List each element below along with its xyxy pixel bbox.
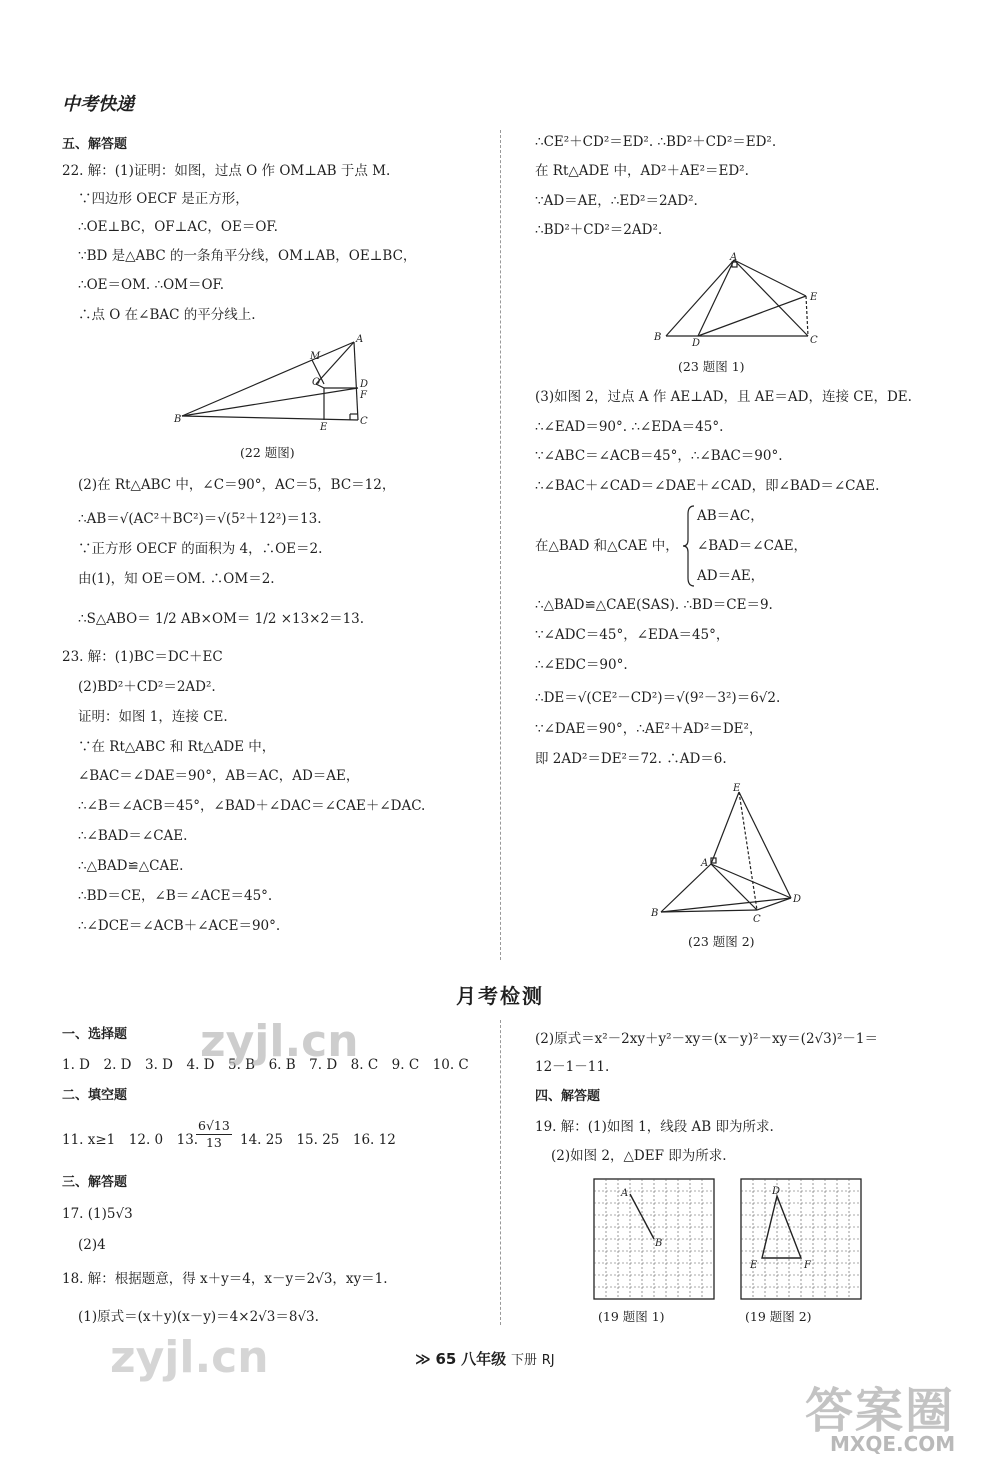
text-line: ∴∠EDC＝90°. — [535, 657, 628, 673]
figure-23-2 — [645, 780, 815, 930]
svg-text:O: O — [312, 377, 321, 388]
figure-22-caption: (22 题图) — [240, 445, 295, 460]
fraction — [196, 1118, 232, 1151]
text-line: ∴∠BAC＋∠CAD＝∠DAE＋∠CAD，即∠BAD＝∠CAE. — [535, 478, 880, 494]
text-line: ∴OE⊥BC，OF⊥AC，OE＝OF. — [78, 219, 278, 235]
svg-text:B: B — [655, 1238, 663, 1249]
figure-23-2-caption: (23 题图 2) — [688, 934, 755, 949]
svg-text:A: A — [356, 334, 364, 345]
text-line: ∴S△ABO＝ 1/2 AB×OM＝ 1/2 ×13×2＝13. — [78, 611, 365, 627]
text-line: ∴△BAD≌△CAE(SAS). ∴BD＝CE＝9. — [535, 597, 773, 613]
heading-multiple-choice: 一、选择题 — [62, 1027, 128, 1042]
figure-23-1-caption: (23 题图 1) — [678, 359, 745, 374]
text-line: ∴AB＝√(AC²＋BC²)＝√(5²＋12²)＝13. — [78, 511, 322, 527]
grade-label: 八年级 — [461, 1350, 507, 1368]
text-line: 在 Rt△ADE 中，AD²＋AE²＝ED². — [535, 163, 749, 179]
figure-19-2-caption: (19 题图 2) — [745, 1309, 812, 1324]
fraction-denominator: 13 — [205, 1135, 222, 1150]
text-line: 19. 解：(1)如图 1，线段 AB 即为所求. — [535, 1119, 774, 1135]
watermark-corner-url: MXQE.COM — [830, 1432, 956, 1456]
svg-text:A: A — [730, 252, 738, 263]
svg-text:B: B — [651, 908, 659, 919]
brace-prefix: 在△BAD 和△CAE 中， — [535, 538, 679, 554]
brace-line: ∠BAD＝∠CAE， — [697, 538, 808, 554]
text-line: 证明：如图 1，连接 CE. — [78, 709, 228, 725]
svg-text:C: C — [810, 335, 818, 346]
volume-label: 下册 — [510, 1353, 537, 1368]
svg-text:E: E — [733, 783, 741, 794]
text-line: ∴BD＝CE，∠B＝∠ACE＝45°. — [78, 888, 273, 904]
text-line: ∴CE²＋CD²＝ED². ∴BD²＋CD²＝ED². — [535, 134, 777, 150]
mc-answers: 1. D 2. D 3. D 4. D 5. B 6. B 7. D 8. C 9. C 10. C — [62, 1057, 469, 1073]
watermark-bottom: zyjl.cn — [110, 1332, 269, 1383]
text-line: ∵∠DAE＝90°，∴AE²＋AD²＝DE²， — [535, 721, 763, 737]
edition-label: RJ — [541, 1353, 555, 1368]
text-line: ∴△BAD≌△CAE. — [78, 858, 184, 874]
column-divider — [500, 130, 501, 960]
text-line: ∵BD 是△ABC 的一条角平分线，OM⊥AB，OE⊥BC， — [78, 248, 417, 264]
text-line: (2)4 — [78, 1237, 106, 1253]
text-line: (2)原式＝x²－2xy＋y²－xy＝(x－y)²－xy＝(2√3)²－1＝ — [535, 1031, 878, 1047]
svg-text:E: E — [750, 1260, 758, 1271]
fill-answers-a: 11. x≥1 12. 0 13. — [62, 1132, 199, 1148]
heading-answer-questions: 五、解答题 — [62, 137, 128, 152]
figure-22 — [170, 332, 380, 432]
svg-text:E: E — [810, 292, 818, 303]
svg-text:D: D — [793, 894, 802, 905]
svg-text:F: F — [360, 390, 367, 401]
page-number: 65 — [435, 1350, 457, 1368]
watermark-top: zyjl.cn — [200, 1016, 359, 1067]
svg-text:A: A — [701, 858, 709, 869]
fraction-numerator: 6√13 — [198, 1118, 230, 1133]
figure-23-1 — [648, 250, 828, 350]
text-line: 23. 解：(1)BC＝DC＋EC — [62, 649, 223, 665]
svg-text:C: C — [360, 416, 368, 427]
heading-solutions: 三、解答题 — [62, 1175, 128, 1190]
text-line: (3)如图 2，过点 A 作 AE⊥AD，且 AE＝AD，连接 CE，DE. — [535, 389, 912, 405]
svg-text:M: M — [310, 351, 321, 362]
text-line: ∴∠BAD＝∠CAE. — [78, 828, 188, 844]
fill-answers-b: 14. 25 15. 25 16. 12 — [240, 1132, 396, 1148]
heading-fill-blank: 二、填空题 — [62, 1088, 128, 1103]
text-line: ∴DE＝√(CE²－CD²)＝√(9²－3²)＝6√2. — [535, 690, 781, 706]
column-divider — [500, 1020, 501, 1325]
text-line: (2)BD²＋CD²＝2AD². — [78, 679, 216, 695]
svg-text:C: C — [753, 914, 761, 925]
text-line: (2)如图 2，△DEF 即为所求. — [551, 1148, 727, 1164]
text-line: ∴BD²＋CD²＝2AD². — [535, 222, 663, 238]
svg-text:E: E — [320, 422, 328, 432]
text-line: ∴点 O 在∠BAC 的平分线上. — [78, 307, 256, 323]
text-line: 12－1－11. — [535, 1059, 610, 1075]
section-title: 中考快递 — [62, 94, 134, 115]
footer — [415, 1348, 555, 1369]
text-line: 17. (1)5√3 — [62, 1206, 133, 1222]
text-line: ∵正方形 OECF 的面积为 4，∴OE＝2. — [78, 541, 323, 557]
text-line: 由(1)，知 OE＝OM. ∴OM＝2. — [78, 571, 275, 587]
brace-line: AD＝AE， — [697, 568, 765, 584]
svg-text:D: D — [692, 338, 701, 349]
footer-arrow-icon: ≫ — [415, 1350, 431, 1368]
svg-text:A: A — [621, 1188, 629, 1199]
watermark-corner: 答案圈 — [805, 1383, 956, 1439]
figure-19-1-grid — [593, 1178, 715, 1300]
svg-text:B: B — [654, 332, 662, 343]
text-line: ∴∠DCE＝∠ACB＋∠ACE＝90°. — [78, 918, 281, 934]
svg-text:F: F — [804, 1260, 811, 1271]
monthly-test-title: 月考检测 — [456, 984, 544, 1008]
svg-text:D: D — [360, 379, 369, 390]
text-line: (2)在 Rt△ABC 中，∠C＝90°，AC＝5，BC＝12， — [78, 477, 396, 493]
text-line: 22. 解：(1)证明：如图，过点 O 作 OM⊥AB 于点 M. — [62, 163, 391, 179]
text-line: ∵四边形 OECF 是正方形， — [78, 191, 249, 207]
svg-text:B: B — [174, 414, 182, 425]
text-line: ∴OE＝OM. ∴OM＝OF. — [78, 277, 225, 293]
text-line: ∵∠ADC＝45°，∠EDA＝45°， — [535, 627, 730, 643]
text-line: ∠BAC＝∠DAE＝90°，AB＝AC，AD＝AE， — [78, 768, 360, 784]
figure-19-1-caption: (19 题图 1) — [598, 1309, 665, 1324]
text-line: (1)原式＝(x＋y)(x－y)＝4×2√3＝8√3. — [78, 1309, 319, 1325]
text-line: ∵∠ABC＝∠ACB＝45°，∴∠BAC＝90°. — [535, 448, 783, 464]
heading-solutions-4: 四、解答题 — [535, 1089, 601, 1104]
svg-text:D: D — [772, 1186, 781, 1197]
text-line: 即 2AD²＝DE²＝72. ∴AD＝6. — [535, 751, 727, 767]
figure-19-2-grid — [740, 1178, 862, 1300]
text-line: ∴∠B＝∠ACB＝45°，∠BAD＋∠DAC＝∠CAE＋∠DAC. — [78, 798, 426, 814]
brace-icon — [682, 504, 696, 588]
text-line: ∵AD＝AE，∴ED²＝2AD². — [535, 193, 698, 209]
brace-line: AB＝AC， — [697, 508, 764, 524]
text-line: ∵在 Rt△ABC 和 Rt△ADE 中， — [78, 739, 276, 755]
text-line: 18. 解：根据题意，得 x＋y＝4，x－y＝2√3，xy＝1. — [62, 1271, 388, 1287]
text-line: ∴∠EAD＝90°. ∴∠EDA＝45°. — [535, 419, 724, 435]
